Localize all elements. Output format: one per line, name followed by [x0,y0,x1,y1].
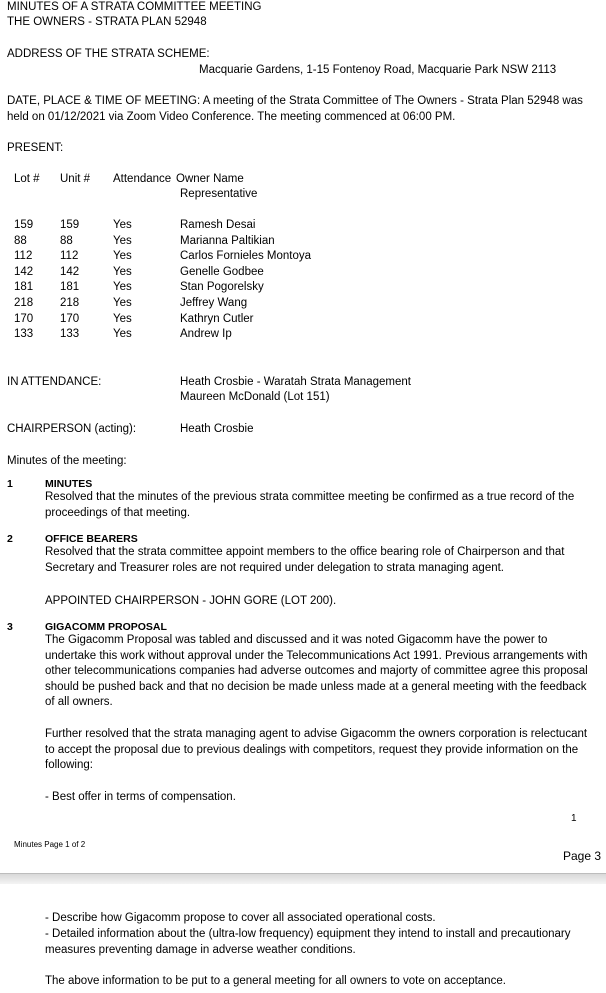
viewer-page-label: Page 3 [563,849,602,863]
attendance-cell: Yes [113,250,132,262]
item-text: The Gigacomm Proposal was tabled and discussed and it was noted Gigacomm have the power to undertake this work without approval under the Telecommunications Act 1991. Previous arrangements with other telecommunications companies had adverse outcomes and majorty of committee agree this proposal should be pushed back and that no decision be made unless made at a general meeting with the feedback of all owners. [45,634,588,708]
name-cell: Genelle Godbee [180,266,264,278]
lot-cell: 88 [14,235,27,247]
attendance-cell: Yes [113,235,132,247]
unit-cell: 142 [60,266,80,278]
col-header-attendance: Attendance [113,173,172,185]
name-cell: Marianna Paltikian [180,235,275,247]
name-cell: Carlos Fornieles Montoya [180,250,312,262]
item-text: Resolved that the minutes of the previous strata committee meeting be confirmed as a true record of the proceedings of that meeting. [45,491,575,519]
minutes-page-indicator: Minutes Page 1 of 2 [14,840,86,849]
unit-cell: 170 [60,313,80,325]
document-title: MINUTES OF A STRATA COMMITTEE MEETING [7,1,262,13]
name-cell: Ramesh Desai [180,219,256,231]
item-number: 2 [7,533,13,545]
unit-cell: 159 [60,219,80,231]
attendance-cell: Yes [113,313,132,325]
item-number: 1 [7,478,13,490]
appointed-chairperson: APPOINTED CHAIRPERSON - JOHN GORE (LOT 200). [45,595,337,607]
address-value: Macquarie Gardens, 1-15 Fontenoy Road, Macquarie Park NSW 2113 [199,64,557,76]
item-text-further: Further resolved that the strata managing agent to advise Gigacomm the owners corporation is relectucant to accept the proposal due to previous dealings with competitors, request they provide information on the following: [45,728,588,771]
unit-cell: 112 [60,250,79,262]
in-attendance-label: IN ATTENDANCE: [7,376,102,388]
minutes-intro: Minutes of the meeting: [7,455,127,467]
document-subtitle: THE OWNERS - STRATA PLAN 52948 [7,16,207,28]
name-cell: Andrew Ip [180,328,232,340]
closing-statement: The above information to be put to a general meeting for all owners to vote on acceptance. [45,975,506,987]
name-cell: Kathryn Cutler [180,313,254,325]
item-heading-gigacomm: GIGACOMM PROPOSAL [45,621,167,633]
col-header-lot: Lot # [14,173,40,185]
item-heading-office-bearers: OFFICE BEARERS [45,533,138,545]
unit-cell: 218 [60,297,80,309]
attendance-cell: Yes [113,266,132,278]
unit-cell: 88 [60,235,73,247]
item-number: 3 [7,621,13,633]
col-header-unit: Unit # [60,173,91,185]
unit-cell: 181 [60,281,80,293]
attendance-cell: Yes [113,281,132,293]
attendance-cell: Yes [113,219,132,231]
page-number: 1 [571,813,577,824]
name-cell: Jeffrey Wang [180,297,248,309]
lot-cell: 142 [14,266,34,278]
lot-cell: 159 [14,219,34,231]
attendance-cell: Yes [113,297,132,309]
in-attendance-line2: Maureen McDonald (Lot 151) [180,391,330,403]
lot-cell: 133 [14,328,34,340]
present-label: PRESENT: [7,142,64,154]
chairperson-value: Heath Crosbie [180,423,254,435]
col-header-owner: Owner Name [176,173,244,185]
page-separator [0,873,606,884]
meeting-datetime: DATE, PLACE & TIME OF MEETING: A meeting of the Strata Committee of The Owners - Strata Plan 52948 was held on 01/12/2021 via Zoom Video Conference. The meeting commenced at 06:00 PM. [7,95,583,123]
unit-cell: 133 [60,328,80,340]
item-heading-minutes: MINUTES [45,478,93,490]
item-text: Resolved that the strata committee appoint members to the office bearing role of Chairperson and that Secretary and Treasurer roles are not required under delegation to strata managing agent. [45,546,565,574]
attendance-cell: Yes [113,328,132,340]
bullet-compensation: - Best offer in terms of compensation. [45,791,236,803]
lot-cell: 218 [14,297,34,309]
in-attendance-line1: Heath Crosbie - Waratah Strata Management [180,376,411,388]
name-cell: Stan Pogorelsky [180,281,264,293]
chairperson-label: CHAIRPERSON (acting): [7,423,137,435]
lot-cell: 170 [14,313,34,325]
col-header-representative: Representative [180,188,258,200]
lot-cell: 181 [14,281,34,293]
lot-cell: 112 [14,250,33,262]
bullet-operational-costs: - Describe how Gigacomm propose to cover all associated operational costs. [45,912,436,924]
address-label: ADDRESS OF THE STRATA SCHEME: [7,48,210,60]
bullet-equipment: - Detailed information about the (ultra-low frequency) equipment they intend to install and precautionary measures preventing damage in adverse weather conditions. [45,928,571,956]
